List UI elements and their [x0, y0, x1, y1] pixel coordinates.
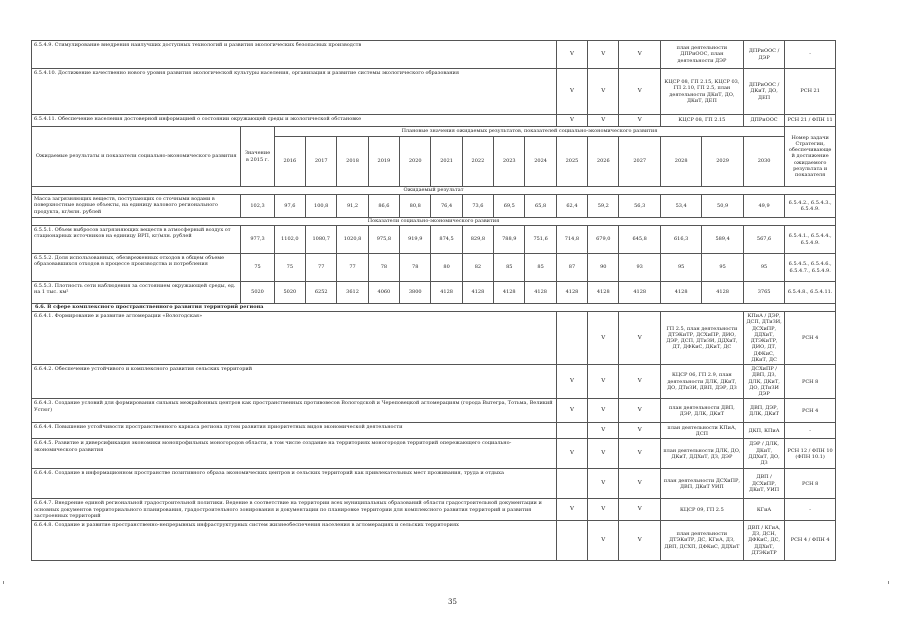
- planned-value: 91,2: [337, 195, 368, 218]
- stage-2-mark: V: [588, 439, 619, 469]
- measure-row: [32, 439, 836, 469]
- year-header: 2020: [400, 137, 431, 187]
- task-reference: 6.5.4.5., 6.5.4.6., 6.5.4.7., 6.5.4.9.: [785, 254, 836, 282]
- year-header: 2022: [462, 137, 493, 187]
- funding-source: ГП 2.5, план деятельности ДТЭКиТР, ДСХиПР, ДИО, ДЭР, ДСП, ДТиЗИ, ДДХиТ, ДТ, ДФКиС, ДКиТ, ДС: [660, 312, 743, 365]
- stage-1-mark: V: [556, 41, 587, 69]
- planned-value: 65,8: [525, 195, 556, 218]
- stage-3-mark: V: [619, 115, 660, 127]
- indicator-label: 6.5.5.3. Плотность сети наблюдения за состоянием окружающей среды, ед. на 1 тыс. км²: [32, 282, 241, 304]
- expected-result-caption-row: [32, 187, 836, 195]
- measure-description: 6.6.4.1. Формирование и развитие агломерации «Вологодская»: [32, 312, 557, 365]
- task-reference: 6.5.4.1., 6.5.4.4., 6.5.4.9.: [785, 226, 836, 254]
- stage-1-mark: V: [556, 439, 587, 469]
- measure-description: 6.6.4.8. Создание и развитие пространственно-непрерывных инфраструктурных систем жизнеобеспечения населения в агломерациях и сельских территориях: [32, 521, 557, 561]
- year-header: 2026: [588, 137, 619, 187]
- planned-value: 975,8: [368, 226, 399, 254]
- planned-value: 86,6: [368, 195, 399, 218]
- year-header: 2023: [494, 137, 525, 187]
- stage-2-mark: V: [588, 41, 619, 69]
- planned-value: 85: [494, 254, 525, 282]
- stage-2-mark: V: [588, 499, 619, 521]
- stage-3-mark: V: [619, 69, 660, 115]
- planned-value: 100,8: [306, 195, 337, 218]
- stage-2-mark: V: [588, 423, 619, 439]
- year-header: 2030: [743, 137, 784, 187]
- strategy-table: [31, 40, 836, 561]
- measure-description: 6.6.4.2. Обеспечение устойчивого и комплексного развития сельских территорий: [32, 365, 557, 399]
- base-value: 102,3: [241, 195, 274, 218]
- page-number: 35: [448, 598, 457, 606]
- responsible-executor: ДСХиПР / ДВП, ДЗ, ДЛК, ДКиТ, ДО, ДТиЗИ ДЭР: [743, 365, 784, 399]
- planned-value: 679,0: [588, 226, 619, 254]
- reference-code: РСН 4: [785, 312, 836, 365]
- stage-1-mark: V: [556, 365, 587, 399]
- measure-row: [32, 423, 836, 439]
- measure-row: [32, 521, 836, 561]
- planned-value: 4128: [431, 282, 462, 304]
- year-header: 2025: [556, 137, 587, 187]
- stage-3-mark: V: [619, 399, 660, 423]
- planned-value: 4128: [660, 282, 701, 304]
- indicator-row: [32, 282, 836, 304]
- indicator-label: 6.5.5.2. Доля использованных, обезвреженных отходов в общем объеме образовавшихся отходов в процессе производства и потребления: [32, 254, 241, 282]
- responsible-executor: ДПРиООС / ДЭР: [743, 41, 784, 69]
- year-header: 2024: [525, 137, 556, 187]
- planned-value: 59,2: [588, 195, 619, 218]
- stage-1-mark: V: [556, 115, 587, 127]
- stage-1-mark: V: [556, 499, 587, 521]
- stage-3-mark: V: [619, 521, 660, 561]
- responsible-executor: КПиА / ДЭР, ДСП, ДТиЗИ, ДСХиПР, ДДХиТ, ДТЭКиТР, ДИО, ДТ, ДФКиС, ДКиТ, ДС: [743, 312, 784, 365]
- stage-3-mark: V: [619, 312, 660, 365]
- measure-description: 6.6.4.7. Внедрение единой региональной градостроительной политики. Ведение в соответствие на территории всех муниципальных образований области градостроительной документации и основных документов территориального планирования, градостроительного зонирования и документации по планировке территории для комплексного развития территорий и развития застроенных территорий: [32, 499, 557, 521]
- measure-row: [32, 365, 836, 399]
- stage-3-mark: V: [619, 365, 660, 399]
- base-value: 5020: [241, 282, 274, 304]
- stage-2-mark: V: [588, 312, 619, 365]
- year-header: 2029: [702, 137, 743, 187]
- planned-value: 69,5: [494, 195, 525, 218]
- document-sheet: [31, 40, 836, 561]
- planned-value: 616,3: [660, 226, 701, 254]
- indicator-row: [32, 226, 836, 254]
- stage-1-mark: [556, 312, 587, 365]
- indicators-caption: Показатели социально-экономического развития: [32, 218, 836, 226]
- reference-code: РСН 4: [785, 399, 836, 423]
- year-header: 2019: [368, 137, 399, 187]
- planned-value: 77: [306, 254, 337, 282]
- planned-value: 714,8: [556, 226, 587, 254]
- funding-source: план деятельности ДВП, ДЭР, ДЛК, ДКиТ: [660, 399, 743, 423]
- stage-1-mark: [556, 521, 587, 561]
- planned-value: 97,6: [274, 195, 305, 218]
- responsible-executor: ДВП, ДЭР, ДЛК, ДКиТ: [743, 399, 784, 423]
- planned-value: 77: [337, 254, 368, 282]
- planned-value: 1080,7: [306, 226, 337, 254]
- base-value-header: Значение в 2015 г.: [241, 127, 274, 187]
- planned-value: 95: [702, 254, 743, 282]
- header-row-1: [32, 127, 836, 137]
- planned-value: 3800: [400, 282, 431, 304]
- stage-2-mark: V: [588, 399, 619, 423]
- planned-value: 73,6: [462, 195, 493, 218]
- measure-row: [32, 69, 836, 115]
- planned-value: 4128: [462, 282, 493, 304]
- responsible-executor: ДВП / КГиА, ДЗ, ДСН, ДФКиС, ДС, ДДХиТ, ДТЭКиТР: [743, 521, 784, 561]
- responsible-executor: ДВП / ДСХиПР, ДКиТ, УИП: [743, 469, 784, 499]
- planned-value: 5020: [274, 282, 305, 304]
- planned-value: 80,8: [400, 195, 431, 218]
- measure-row: [32, 499, 836, 521]
- expected-result-caption: Ожидаемый результат: [32, 187, 836, 195]
- task-number-header: Номер задачи Стратегии, обеспечивающей достижение ожидаемого результата и показателя: [785, 127, 836, 187]
- base-value: 75: [241, 254, 274, 282]
- planned-value: 53,4: [660, 195, 701, 218]
- funding-source: КЦСР 08, ГП 2.15: [660, 115, 743, 127]
- indicator-label: Масса загрязняющих веществ, поступающих со сточными водами в поверхностные водные объекты, на единицу валового регионального продукта, кг/млн. рублей: [32, 195, 241, 218]
- stage-1-mark: [556, 423, 587, 439]
- stage-3-mark: V: [619, 41, 660, 69]
- planned-value: 4128: [556, 282, 587, 304]
- stage-3-mark: V: [619, 439, 660, 469]
- indicator-label: 6.5.5.1. Объем выбросов загрязняющих веществ в атмосферный воздух от стационарных источников на единицу ВРП, кг/млн. рублей: [32, 226, 241, 254]
- planned-value: 90: [588, 254, 619, 282]
- responsible-executor: ДЭР / ДЛК, ДКиТ, ДДХиТ, ДО, ДЗ: [743, 439, 784, 469]
- year-header: 2016: [274, 137, 305, 187]
- indicators-header: Ожидаемые результаты и показатели социально-экономического развития: [32, 127, 241, 187]
- planned-value: 3612: [337, 282, 368, 304]
- planned-value: 751,6: [525, 226, 556, 254]
- reference-code: РСН 8: [785, 365, 836, 399]
- planned-value: 62,4: [556, 195, 587, 218]
- planned-value: 80: [431, 254, 462, 282]
- planned-value: 589,4: [702, 226, 743, 254]
- funding-source: КЦСР 08, ГП 2.15, КЦСР 03, ГП 2.10, ГП 2.5, план деятельности ДКиТ, ДО, ДКиТ, ДЕП: [660, 69, 743, 115]
- planned-value: 4128: [702, 282, 743, 304]
- stage-1-mark: V: [556, 399, 587, 423]
- reference-code: РСН 8: [785, 469, 836, 499]
- planned-value: 4128: [588, 282, 619, 304]
- responsible-executor: ДКП, КПиА: [743, 423, 784, 439]
- measure-description: 6.5.4.9. Стимулирование внедрения наилучших доступных технологий и развития экологических безопасных производств: [32, 41, 557, 69]
- planned-value: 567,6: [743, 226, 784, 254]
- planned-value: 50,9: [702, 195, 743, 218]
- planned-value: 645,8: [619, 226, 660, 254]
- funding-source: план деятельности ДСХиПР, ДВП, ДКиТ УИП: [660, 469, 743, 499]
- task-reference: 6.5.4.8., 6.5.4.11.: [785, 282, 836, 304]
- planned-value: 4128: [525, 282, 556, 304]
- planned-value: 78: [368, 254, 399, 282]
- responsible-executor: ДПРиООС / ДКиТ, ДО, ДЕП: [743, 69, 784, 115]
- planned-value: 56,3: [619, 195, 660, 218]
- planned-value: 85: [525, 254, 556, 282]
- measure-description: 6.6.4.6. Создание в информационном пространстве позитивного образа экономических центров и сельских территорий как привлекательных мест проживания, труда и отдыха: [32, 469, 557, 499]
- reference-code: РСН 12 / ФПН 10 (ФПН 10.1): [785, 439, 836, 469]
- planned-value: 829,8: [462, 226, 493, 254]
- planned-value: 82: [462, 254, 493, 282]
- planned-value: 76,4: [431, 195, 462, 218]
- section-title-row: [32, 304, 836, 312]
- stage-2-mark: V: [588, 365, 619, 399]
- planned-value: 4128: [494, 282, 525, 304]
- stage-2-mark: V: [588, 521, 619, 561]
- measure-description: 6.6.4.4. Повышение устойчивости пространственного каркаса региона путем развития приоритетных видов экономической деятельности: [32, 423, 557, 439]
- planned-value: 4128: [619, 282, 660, 304]
- year-header: 2028: [660, 137, 701, 187]
- planned-value: 49,9: [743, 195, 784, 218]
- planned-value: 75: [274, 254, 305, 282]
- planned-value: 93: [619, 254, 660, 282]
- stage-2-mark: V: [588, 115, 619, 127]
- scan-edge-mark-left: [3, 581, 4, 584]
- reference-code: -: [785, 41, 836, 69]
- funding-source: план деятельности ДТЭКиТР, ДС, КГиА, ДЗ, ДВП, ДСХП, ДФКиС, ДДХиТ: [660, 521, 743, 561]
- planned-value: 78: [400, 254, 431, 282]
- reference-code: РСН 4 / ФПН 4: [785, 521, 836, 561]
- year-header: 2018: [337, 137, 368, 187]
- stage-1-mark: [556, 469, 587, 499]
- measure-row: [32, 41, 836, 69]
- measure-description: 6.5.4.10. Достижение качественно нового уровня развития экологической культуры населения, организация и развитие системы экологического образования: [32, 69, 557, 115]
- planned-value: 95: [660, 254, 701, 282]
- reference-code: -: [785, 423, 836, 439]
- funding-source: план деятельности КПиА, ДСП: [660, 423, 743, 439]
- planned-value: 919,9: [400, 226, 431, 254]
- measure-description: 6.6.4.3. Создание условий для формирования сильных межрайонных центров как пространственных противовесов Вологодской и Череповецкой агломерациям (города Вытегра, Тотьма, Великий Устюг): [32, 399, 557, 423]
- year-header: 2017: [306, 137, 337, 187]
- measure-description: 6.5.4.11. Обеспечение населения достоверной информацией о состоянии окружающей среды и экологической обстановке: [32, 115, 557, 127]
- result-row: [32, 195, 836, 218]
- year-header: 2027: [619, 137, 660, 187]
- stage-1-mark: V: [556, 69, 587, 115]
- funding-source: план деятельности ДПРиООС, план деятельности ДЭР: [660, 41, 743, 69]
- stage-3-mark: V: [619, 469, 660, 499]
- planned-value: 6252: [306, 282, 337, 304]
- funding-source: план деятельности ДЛК, ДО, ДКиТ, ДДХиТ, ДЗ, ДЭР: [660, 439, 743, 469]
- planned-value: 1102,0: [274, 226, 305, 254]
- stage-3-mark: V: [619, 499, 660, 521]
- funding-source: КЦСР 06, ГП 2.9, план деятельности ДЛК, ДКиТ, ДО, ДТиЗИ, ДВП, ДЭР, ДЗ: [660, 365, 743, 399]
- base-value: 977,3: [241, 226, 274, 254]
- measure-row: [32, 399, 836, 423]
- planned-value: 1020,8: [337, 226, 368, 254]
- reference-code: -: [785, 499, 836, 521]
- responsible-executor: КГиА: [743, 499, 784, 521]
- measure-description: 6.6.4.5. Развитие и диверсификация экономики монопрофильных моногородов области, в том числе создание на территориях моногородов территорий опережающего социально-экономического развития: [32, 439, 557, 469]
- planned-value: 3765: [743, 282, 784, 304]
- stage-2-mark: V: [588, 69, 619, 115]
- reference-code: РСН 21 / ФПН 11: [785, 115, 836, 127]
- planned-value: 788,9: [494, 226, 525, 254]
- measure-row: [32, 115, 836, 127]
- planned-value: 87: [556, 254, 587, 282]
- planned-value: 95: [743, 254, 784, 282]
- stage-2-mark: V: [588, 469, 619, 499]
- measure-row: [32, 312, 836, 365]
- year-header: 2021: [431, 137, 462, 187]
- funding-source: КЦСР 09, ГП 2.5: [660, 499, 743, 521]
- responsible-executor: ДПРиООС: [743, 115, 784, 127]
- scan-edge-mark-right: [888, 581, 889, 584]
- indicator-row: [32, 254, 836, 282]
- stage-3-mark: V: [619, 423, 660, 439]
- planned-value: 4060: [368, 282, 399, 304]
- planned-values-header: Плановые значения ожидаемых результатов, показателей социально-экономического развития: [274, 127, 785, 137]
- indicators-caption-row: [32, 218, 836, 226]
- reference-code: РСН 21: [785, 69, 836, 115]
- measure-row: [32, 469, 836, 499]
- planned-value: 874,5: [431, 226, 462, 254]
- task-reference: 6.5.4.2., 6.5.4.3., 6.5.4.9.: [785, 195, 836, 218]
- section-title: 6.6. В сфере комплексного пространственного развития территорий региона: [32, 304, 836, 312]
